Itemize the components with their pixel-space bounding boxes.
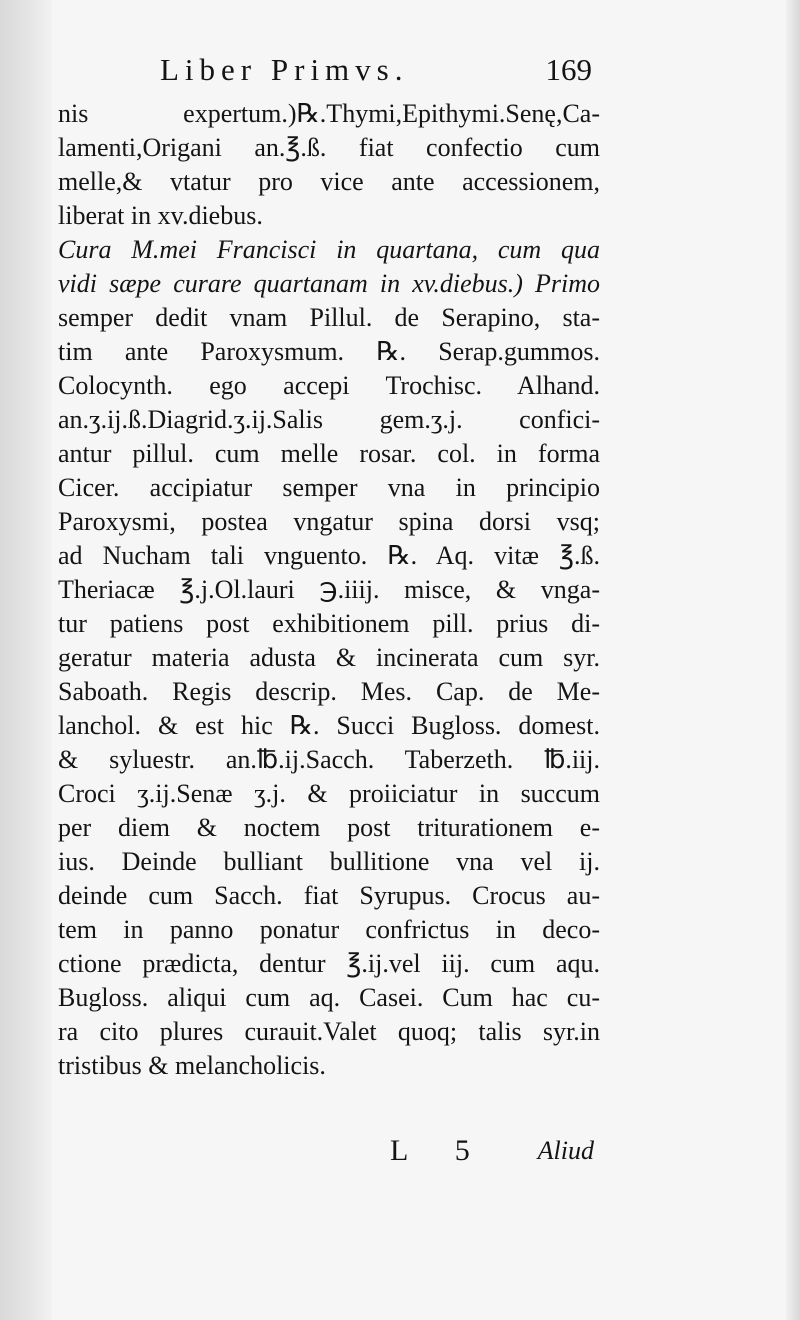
text-line: Paroxysmi, postea vngatur spina dorsi vsq; (58, 507, 600, 536)
text-line: Bugloss. aliqui cum aq. Casei. Cum hac cu- (58, 983, 600, 1012)
text-line: per diem & noctem post triturationem e- (58, 813, 600, 842)
text-line: ra cito plures curauit.Valet quoq; talis syr.in (58, 1017, 600, 1046)
text-line: liberat in xv.diebus. (58, 201, 263, 230)
text-line: Colocynth. ego accepi Trochisc. Alhand. (58, 371, 600, 400)
gutter-shadow (0, 0, 52, 1320)
section-heading-line: Cura M.mei Francisci in quartana, cum qua (58, 235, 600, 264)
signature-mark: L 5 (390, 1134, 490, 1167)
text-line: geratur materia adusta & incinerata cum syr. (58, 643, 600, 672)
text-line: Cicer. accipiatur semper vna in principio (58, 473, 600, 502)
catchword: Aliud (537, 1136, 594, 1165)
section-heading-line: vidi sæpe curare quartanam in xv.diebus.) Primo (58, 269, 600, 298)
text-line: ius. Deinde bulliant bullitione vna vel ij. (58, 847, 600, 876)
text-line: tristibus & melancholicis. (58, 1051, 326, 1080)
text-line: ad Nucham tali vnguento. ℞. Aq. vitæ ℥.ß. (58, 541, 600, 570)
text-line: Saboath. Regis descrip. Mes. Cap. de Me- (58, 677, 600, 706)
text-line: Croci ʒ.ij.Senæ ʒ.j. & proiiciatur in succum (58, 779, 600, 808)
running-title: Liber Primvs. (160, 52, 409, 87)
text-line: melle,& vtatur pro vice ante accessionem, (58, 167, 600, 196)
text-line: Theriacæ ℥.j.Ol.lauri ℈.iiij. misce, & vnga- (58, 575, 600, 604)
text-line: tem in panno ponatur confrictus in deco- (58, 915, 600, 944)
text-line: lanchol. & est hic ℞. Succi Bugloss. domest. (58, 711, 600, 740)
page-edge-shadow (786, 0, 800, 1320)
text-line: deinde cum Sacch. fiat Syrupus. Crocus au- (58, 881, 600, 910)
body-text (58, 97, 600, 1083)
text-line: semper dedit vnam Pillul. de Serapino, sta- (58, 303, 600, 332)
text-line: ctione prædicta, dentur ℥.ij.vel iij. cum aqu. (58, 949, 600, 978)
text-line: tur patiens post exhibitionem pill. prius di- (58, 609, 600, 638)
page-header (60, 50, 600, 94)
page-number: 169 (545, 52, 592, 87)
text-line: nis expertum.)℞.Thymi,Epithymi.Senę,Ca- (58, 99, 600, 128)
text-line: antur pillul. cum melle rosar. col. in forma (58, 439, 600, 468)
text-line: an.ʒ.ij.ß.Diagrid.ʒ.ij.Salis gem.ʒ.j. confici- (58, 405, 600, 434)
page-footer (60, 1134, 600, 1174)
text-line: lamenti,Origani an.℥.ß. fiat confectio cum (58, 133, 600, 162)
text-line: & syluestr. an.℔.ij.Sacch. Taberzeth. ℔.iij. (58, 745, 600, 774)
text-line: tim ante Paroxysmum. ℞. Serap.gummos. (58, 337, 600, 366)
